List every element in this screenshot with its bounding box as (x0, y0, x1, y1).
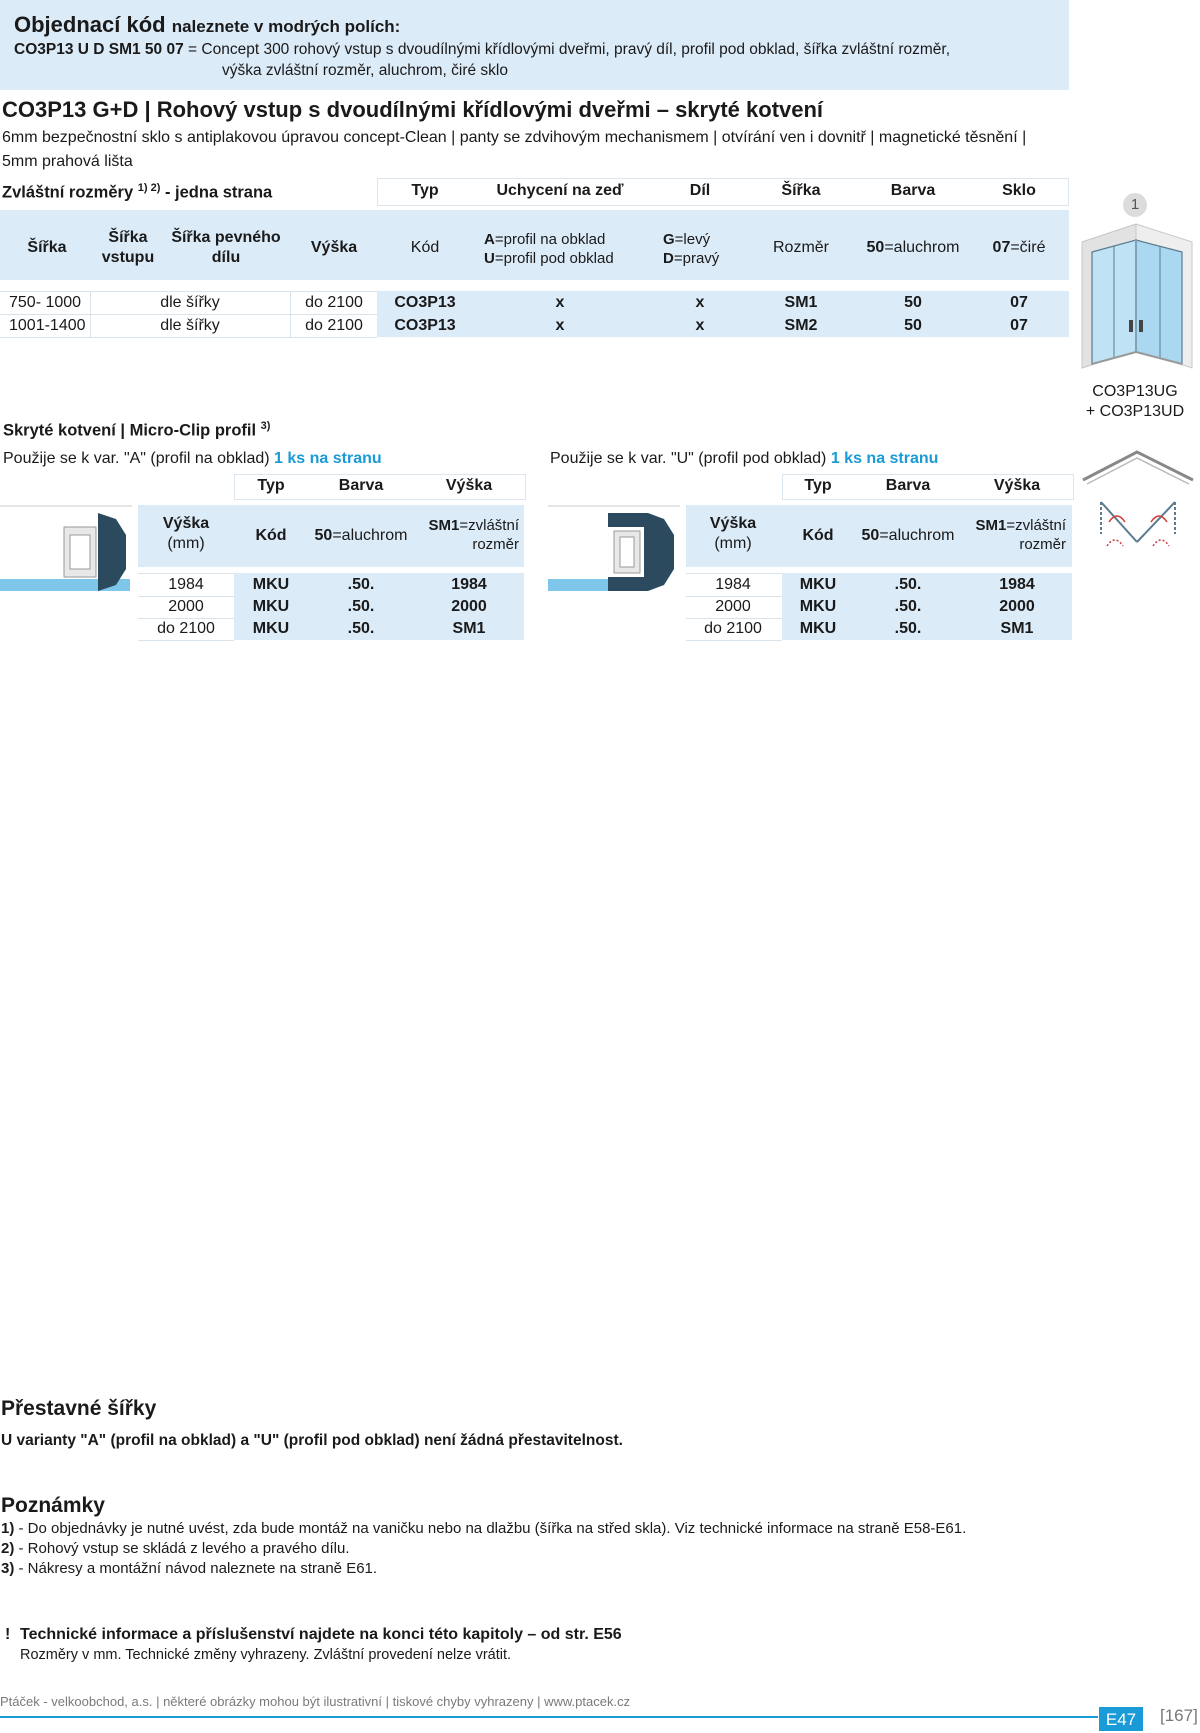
footer-text: Ptáček - velkoobchod, a.s. | některé obrázky mohou být ilustrativní | tiskové chyby vyhrazeny | www.ptacek.cz (0, 1694, 631, 1709)
adjust-text: U varianty "A" (profil na obklad) a "U" (profil pod obklad) není žádná přestavitelnost. (1, 1432, 623, 1449)
th-sklo: Sklo (1002, 182, 1036, 199)
tech-info-mark: ! (5, 1626, 11, 1643)
door-opening-diagram (1079, 450, 1197, 568)
note-item: 1) - Do objednávky je nutné uvést, zda bude montáž na vaničku nebo na dlažbu (šířka na střed skla). Viz technické informace na straně E58-E61. (1, 1520, 967, 1537)
shower-enclosure-illustration (1078, 222, 1196, 372)
col-sirka-vstupu: Šířka vstupu (101, 229, 155, 266)
th-uchyceni: Uchycení na zeď (496, 182, 624, 199)
right-th-vyska: Výška (993, 477, 1041, 494)
col-kod: Kód (410, 239, 440, 256)
right-col-vyska: Výška (mm) (709, 515, 757, 552)
notes-title: Poznámky (1, 1494, 105, 1517)
col-rozmer: Rozměr (772, 239, 830, 256)
profile-u-icon (548, 505, 680, 595)
product-description: 6mm bezpečnostní sklo s antiplakovou úpravou concept-Clean | panty se zdvihovým mechanismem | otvírání ven i dovnitř | magnetické těsnění | 5mm prahová lišta (2, 129, 1027, 170)
left-th-vyska: Výška (445, 477, 493, 494)
right-th-barva: Barva (885, 477, 931, 494)
right-col-sm: SM1=zvláštní rozměr (975, 517, 1066, 553)
right-profile-intro: Použije se k var. "U" (profil pod obklad) 1 ks na stranu (550, 450, 939, 467)
tech-info-sub: Rozměry v mm. Technické změny vyhrazeny. Zvláštní provedení nelze vrátit. (20, 1647, 512, 1663)
order-example-line1: CO3P13 U D SM1 50 07 = Concept 300 rohový vstup s dvoudílnými křídlovými dveřmi, pravý díl, profil pod obklad, šířka zvláštní rozměr, (14, 41, 951, 58)
adjust-title: Přestavné šířky (1, 1397, 157, 1420)
col-sirka: Šířka (27, 239, 67, 256)
product-title: CO3P13 G+D | Rohový vstup s dvoudílnými křídlovými dveřmi – skryté kotvení (2, 97, 824, 122)
figure-caption: CO3P13UG + CO3P13UD (1085, 383, 1185, 420)
note-item: 3) - Nákresy a montážní návod naleznete na straně E61. (1, 1560, 378, 1577)
left-col-sm: SM1=zvláštní rozměr (428, 517, 519, 553)
order-code-box (0, 0, 1069, 90)
special-dimensions-title: Zvláštní rozměry $^{1) 2)}$ - jedna strana (2, 182, 273, 202)
tech-info-text: Technické informace a příslušenství najdete na konci této kapitoly – od str. E56 (20, 1626, 622, 1643)
note-item: 2) - Rohový vstup se skládá z levého a pravého dílu. (1, 1540, 350, 1557)
th-sirka: Šířka (781, 182, 821, 199)
page-number: [167] (1160, 1706, 1198, 1725)
th-typ: Typ (411, 182, 439, 199)
col-dil-legend: G=levý D=pravý (663, 231, 720, 267)
footer-divider (0, 1716, 1098, 1718)
th-barva: Barva (890, 182, 936, 199)
right-col-barva: 50=aluchrom (861, 527, 955, 544)
left-th-barva: Barva (338, 477, 384, 494)
hidden-anchoring-title: Skryté kotvení | Micro-Clip profil $^{3)}$ (3, 420, 271, 440)
main-table-code-band (377, 291, 1069, 337)
left-col-kod: Kód (255, 527, 287, 544)
left-th-typ: Typ (257, 477, 285, 494)
left-col-vyska: Výška (mm) (162, 515, 210, 552)
order-example-line2: výška zvláštní rozměr, aluchrom, čiré sklo (222, 62, 508, 79)
main-table-header (377, 178, 1069, 206)
col-barva-legend: 50=aluchrom (866, 239, 960, 256)
right-col-kod: Kód (802, 527, 834, 544)
right-th-typ: Typ (804, 477, 832, 494)
col-vyska: Výška (310, 239, 358, 256)
figure-badge: 1 (1123, 193, 1147, 217)
col-uchyceni-legend: A=profil na obklad U=profil pod obklad (484, 231, 614, 267)
th-dil: Díl (689, 182, 711, 199)
order-title: Objednací kód naleznete v modrých polích: (14, 12, 401, 37)
col-sklo-legend: 07=čiré (992, 239, 1046, 256)
left-col-barva: 50=aluchrom (314, 527, 408, 544)
col-sirka-pevneho: Šířka pevného dílu (171, 229, 281, 266)
profile-a-icon (0, 505, 132, 595)
left-profile-intro: Použije se k var. "A" (profil na obklad) 1 ks na stranu (3, 450, 382, 467)
page-code-badge: E47 (1099, 1707, 1143, 1731)
